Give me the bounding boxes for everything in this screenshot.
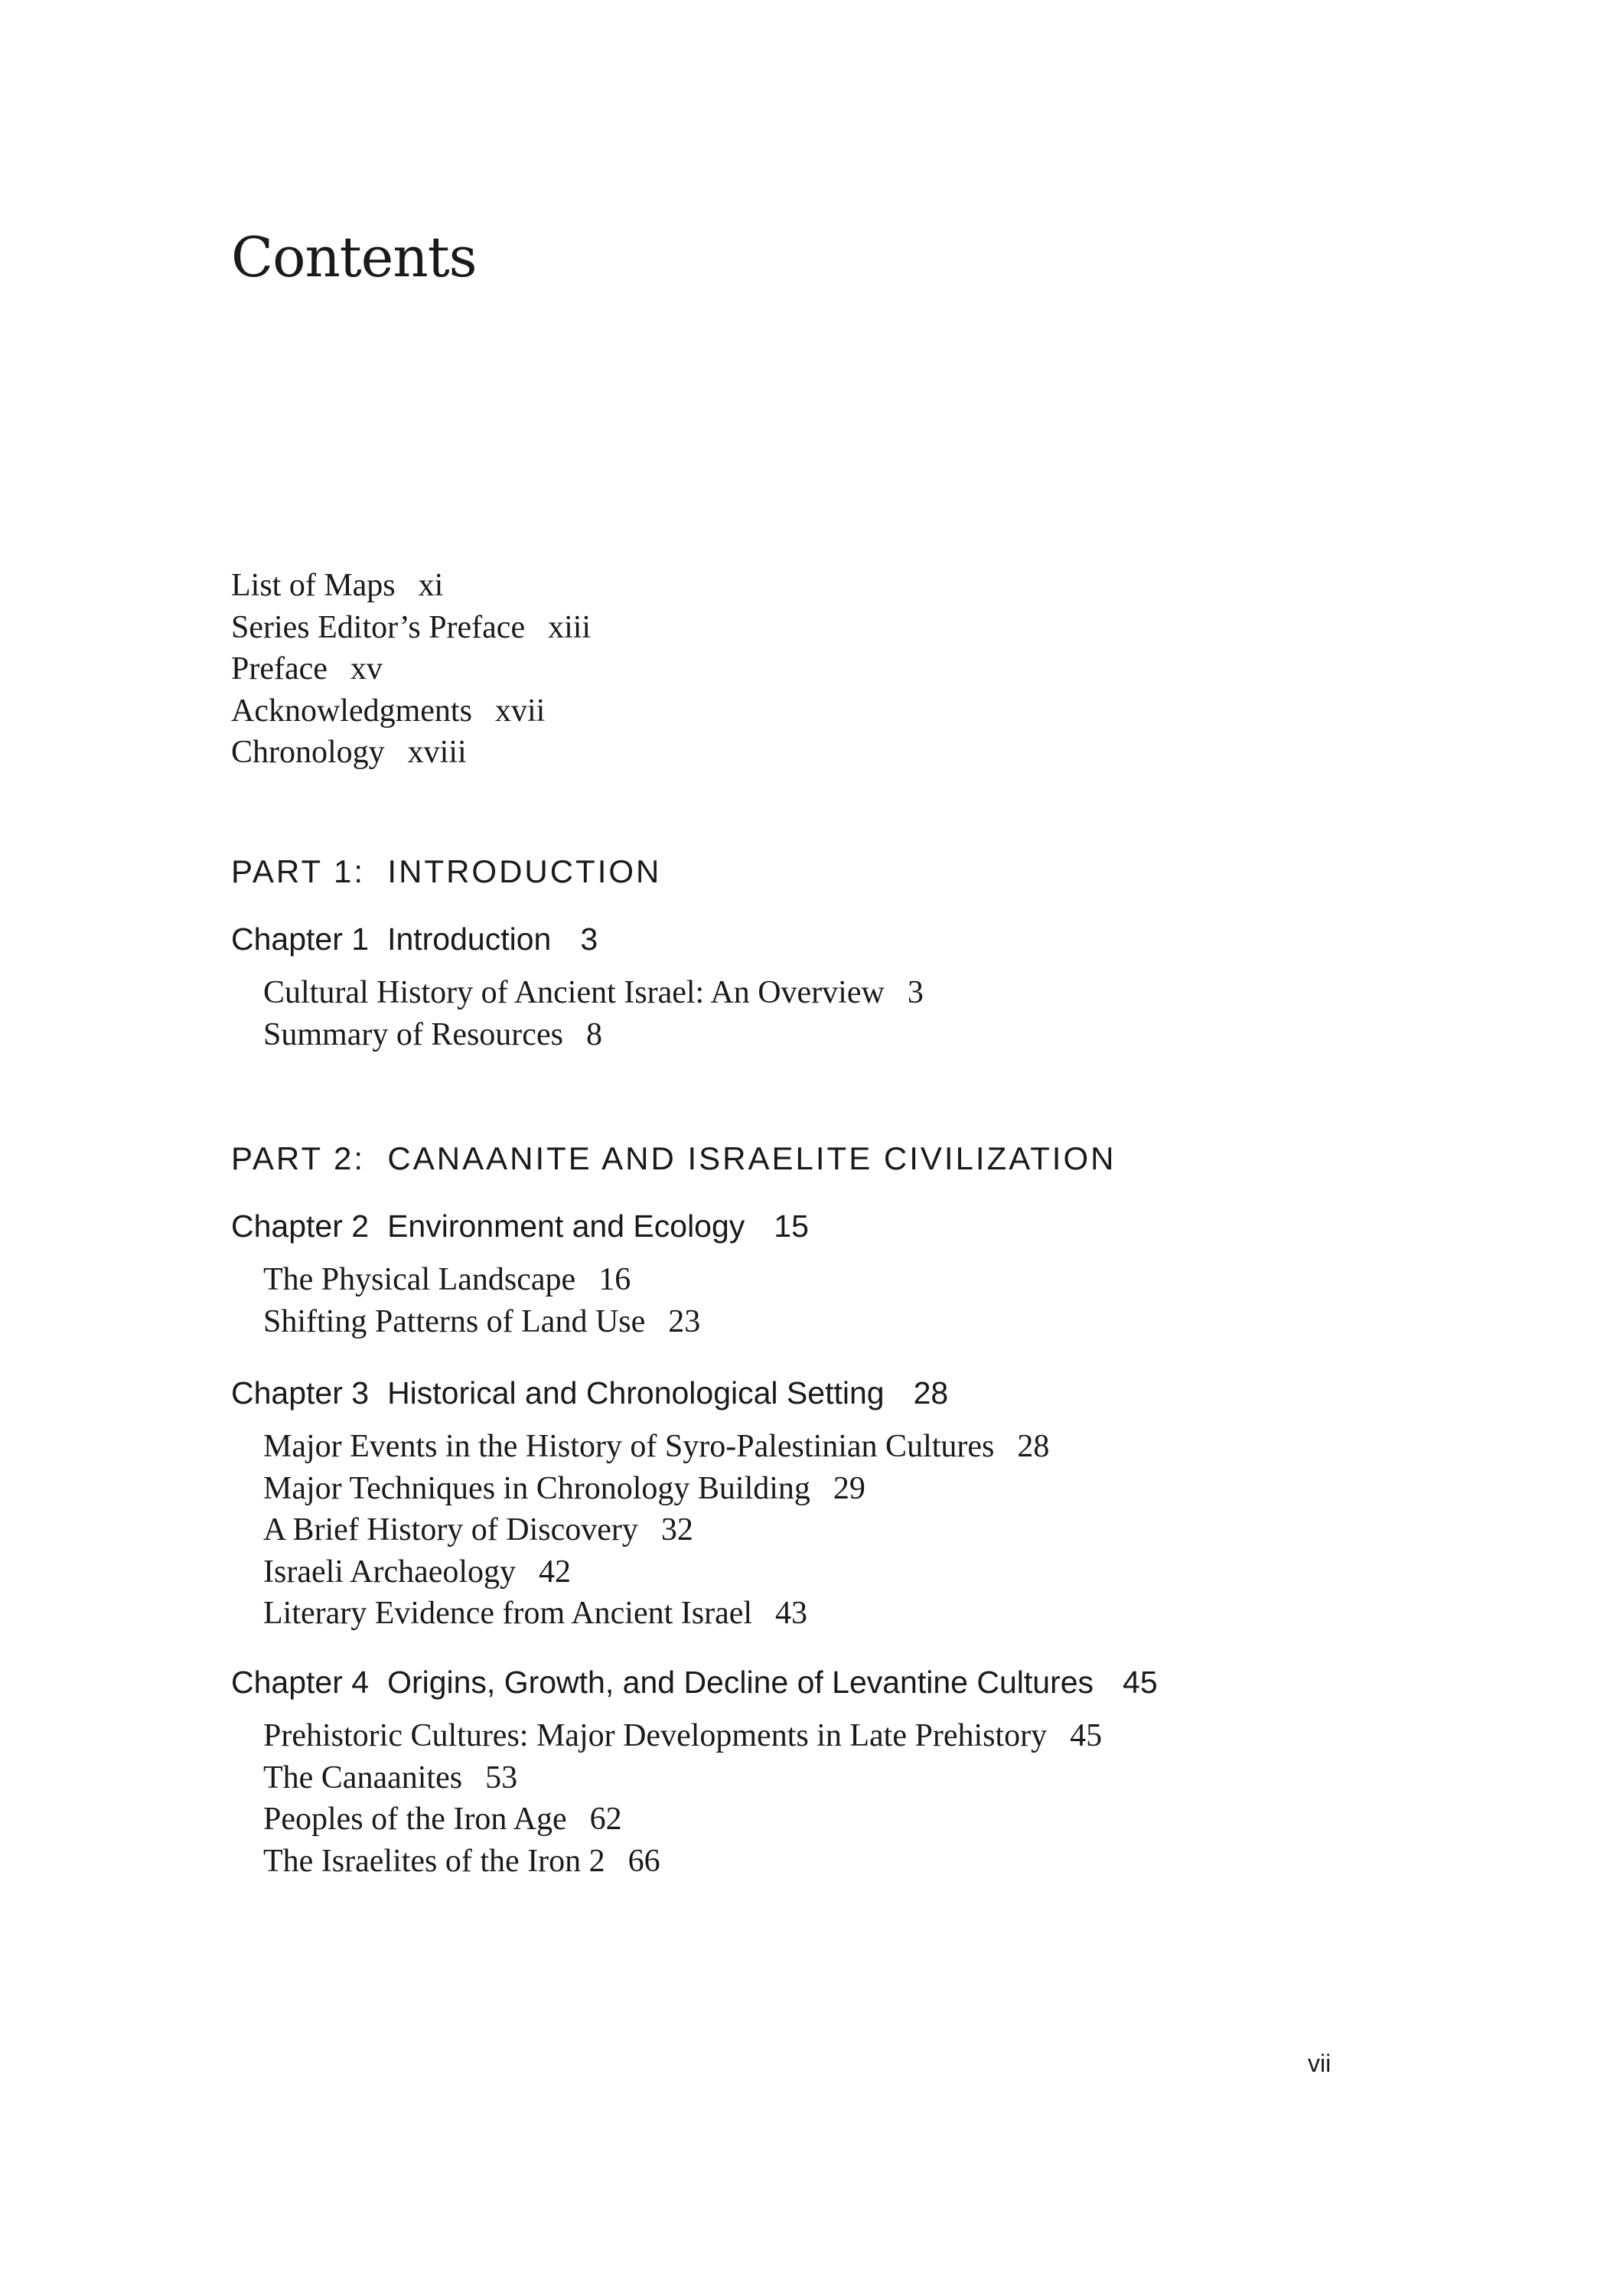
entry-label: The Physical Landscape bbox=[263, 1262, 576, 1297]
chapter-4-sections bbox=[263, 1715, 1102, 1882]
entry-label: Chronology bbox=[231, 735, 385, 770]
toc-section-entry[interactable] bbox=[263, 1259, 700, 1301]
entry-label: Peoples of the Iron Age bbox=[263, 1802, 567, 1837]
entry-label: Preface bbox=[231, 651, 328, 687]
entry-page: xviii bbox=[407, 735, 467, 770]
entry-label: Shifting Patterns of Land Use bbox=[263, 1303, 646, 1339]
entry-page: 28 bbox=[1017, 1429, 1050, 1464]
toc-section-entry[interactable] bbox=[263, 1509, 1049, 1551]
chapter-1-sections bbox=[263, 972, 924, 1055]
toc-entry-series-editors-preface[interactable] bbox=[231, 607, 591, 649]
entry-label: The Israelites of the Iron 2 bbox=[263, 1843, 605, 1879]
entry-page: 62 bbox=[589, 1802, 622, 1837]
entry-page: xi bbox=[418, 568, 444, 603]
chapter-page: 45 bbox=[1123, 1665, 1158, 1700]
entry-label: Series Editor’s Preface bbox=[231, 609, 526, 645]
chapter-title: Origins, Growth, and Decline of Levantine Cultures bbox=[387, 1665, 1094, 1700]
toc-section-entry[interactable] bbox=[263, 1799, 1102, 1841]
entry-page: 32 bbox=[660, 1512, 693, 1548]
chapter-page: 28 bbox=[913, 1375, 949, 1411]
entry-page: 66 bbox=[627, 1843, 660, 1879]
entry-page: 16 bbox=[598, 1262, 631, 1297]
entry-label: Cultural History of Ancient Israel: An Overview bbox=[263, 975, 885, 1010]
entry-label: Major Events in the History of Syro-Palestinian Cultures bbox=[263, 1429, 995, 1464]
entry-page: 29 bbox=[833, 1470, 865, 1506]
chapter-page: 3 bbox=[580, 921, 598, 957]
entry-page: 42 bbox=[539, 1554, 572, 1590]
page-title: Contents bbox=[231, 225, 477, 289]
entry-page: 45 bbox=[1070, 1718, 1103, 1753]
entry-label: Acknowledgments bbox=[231, 693, 472, 729]
entry-label: A Brief History of Discovery bbox=[263, 1512, 638, 1548]
chapter-title: Environment and Ecology bbox=[387, 1208, 745, 1244]
toc-entry-list-of-maps[interactable] bbox=[231, 565, 591, 607]
chapter-2-entry[interactable] bbox=[231, 1208, 809, 1244]
toc-section-entry[interactable] bbox=[263, 1841, 1102, 1883]
toc-section-entry[interactable] bbox=[263, 1715, 1102, 1757]
chapter-1-entry[interactable] bbox=[231, 921, 598, 957]
entry-label: Prehistoric Cultures: Major Developments in Late Prehistory bbox=[263, 1718, 1048, 1753]
toc-section-entry[interactable] bbox=[263, 1014, 924, 1056]
entry-page: 23 bbox=[668, 1303, 701, 1339]
entry-page: 53 bbox=[485, 1760, 518, 1795]
entry-page: 43 bbox=[775, 1596, 808, 1631]
toc-entry-chronology[interactable] bbox=[231, 732, 591, 774]
toc-entry-preface[interactable] bbox=[231, 648, 591, 690]
front-matter-list bbox=[231, 565, 591, 774]
entry-page: xv bbox=[350, 651, 383, 687]
page-number: vii bbox=[1308, 2050, 1332, 2077]
chapter-number: Chapter 1 bbox=[231, 921, 370, 957]
chapter-title: Introduction bbox=[387, 921, 552, 957]
toc-section-entry[interactable] bbox=[263, 1593, 1049, 1635]
chapter-number: Chapter 2 bbox=[231, 1208, 370, 1244]
entry-label: The Canaanites bbox=[263, 1760, 463, 1795]
part-1-heading: PART 1: INTRODUCTION bbox=[231, 853, 662, 889]
entry-page: 8 bbox=[585, 1016, 602, 1052]
toc-section-entry[interactable] bbox=[263, 1426, 1049, 1468]
part-2-heading: PART 2: CANAANITE AND ISRAELITE CIVILIZATION bbox=[231, 1140, 1116, 1176]
chapter-3-entry[interactable] bbox=[231, 1375, 949, 1411]
chapter-number: Chapter 4 bbox=[231, 1665, 370, 1700]
entry-label: List of Maps bbox=[231, 568, 396, 603]
entry-page: 3 bbox=[907, 975, 924, 1010]
chapter-4-entry[interactable] bbox=[231, 1667, 1158, 1698]
chapter-number: Chapter 3 bbox=[231, 1375, 370, 1411]
toc-section-entry[interactable] bbox=[263, 972, 924, 1014]
chapter-page: 15 bbox=[774, 1208, 809, 1244]
entry-page: xvii bbox=[494, 693, 546, 729]
toc-section-entry[interactable] bbox=[263, 1757, 1102, 1799]
chapter-2-sections bbox=[263, 1259, 700, 1342]
chapter-3-sections bbox=[263, 1426, 1049, 1635]
toc-section-entry[interactable] bbox=[263, 1301, 700, 1343]
entry-label: Summary of Resources bbox=[263, 1016, 563, 1052]
toc-entry-acknowledgments[interactable] bbox=[231, 690, 591, 732]
entry-label: Major Techniques in Chronology Building bbox=[263, 1470, 810, 1506]
entry-label: Israeli Archaeology bbox=[263, 1554, 517, 1590]
chapter-title: Historical and Chronological Setting bbox=[387, 1375, 885, 1411]
entry-label: Literary Evidence from Ancient Israel bbox=[263, 1596, 753, 1631]
entry-page: xiii bbox=[548, 609, 592, 645]
toc-section-entry[interactable] bbox=[263, 1468, 1049, 1510]
toc-section-entry[interactable] bbox=[263, 1551, 1049, 1593]
